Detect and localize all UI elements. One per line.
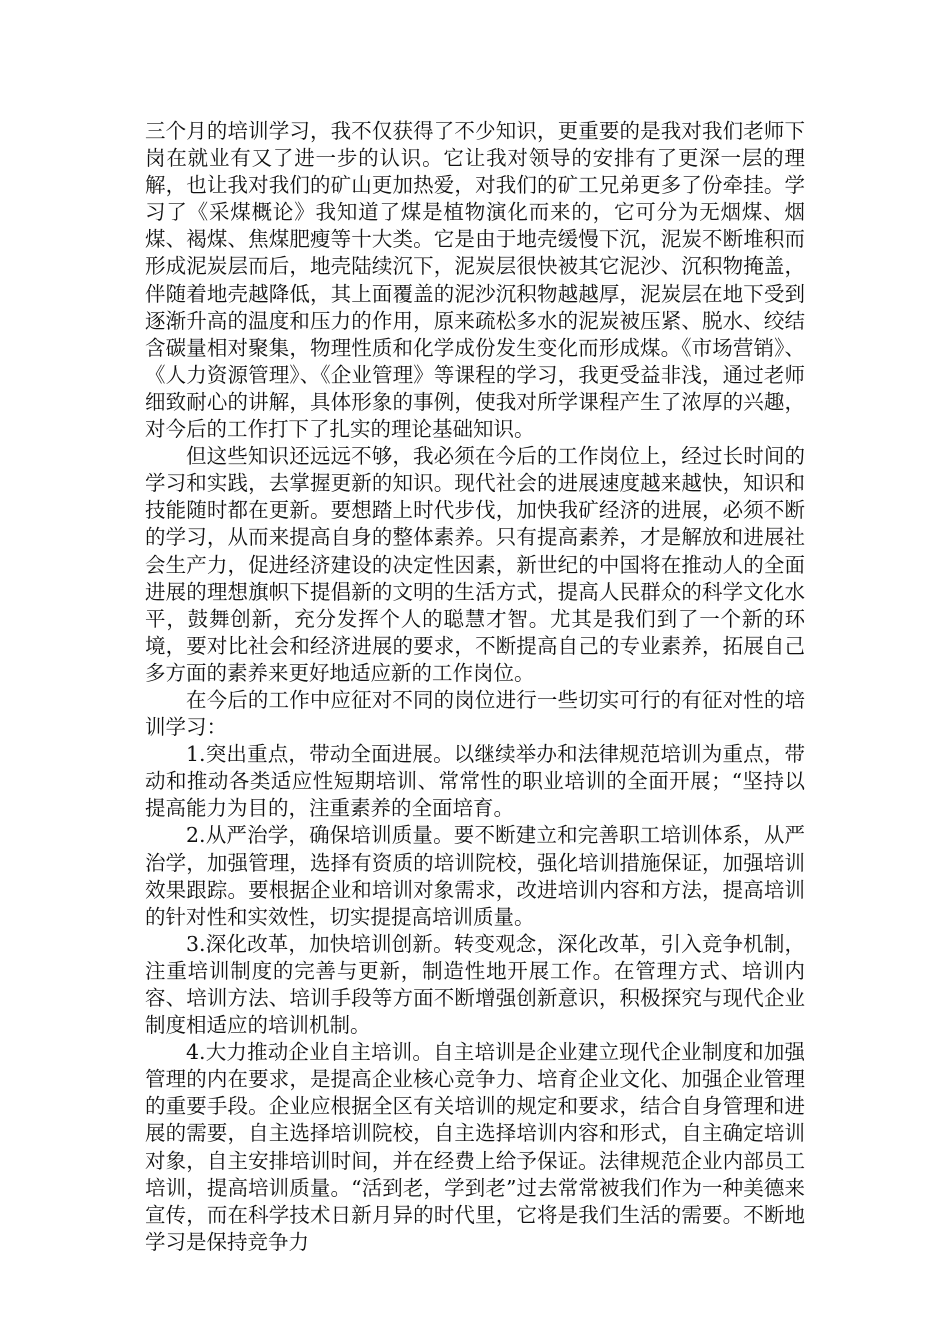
list-item-4: 4.大力推动企业自主培训。自主培训是企业建立现代企业制度和加强管理的内在要求，是提高企业核心竞争力、培育企业文化、加强企业管理的重要手段。企业应根据全区有关培训的规定和要求，结合自身管理和进展的需要，自主选择培训院校，自主选择培训内容和形式，自主确定培训对象，自主安排培训时间，并在经费上给予保证。法律规范企业内部员工培训，提高培训质量。“活到老，学到老”过去常常被我们作为一种美德来宣传，而在科学技术日新月异的时代里，它将是我们生活的需要。不断地学习是保持竞争力 — [145, 1040, 805, 1254]
list-item-1: 1.突出重点，带动全面进展。以继续举办和法律规范培训为重点，带动和推动各类适应性短期培训、常常性的职业培训的全面开展；“坚持以提高能力为目的，注重素养的全面培育。 — [145, 742, 805, 821]
document-page — [145, 118, 805, 1256]
paragraph-3: 在今后的工作中应征对不同的岗位进行一些切实可行的有征对性的培训学习： — [145, 687, 805, 740]
paragraph-2: 但这些知识还远远不够，我必须在今后的工作岗位上，经过长时间的学习和实践，去掌握更新的知识。现代社会的进展速度越来越快，知识和技能随时都在更新。要想踏上时代步伐，加快我矿经济的进展，必须不断的学习，从而来提高自身的整体素养。只有提高素养，才是解放和进展社会生产力，促进经济建设的决定性因素，新世纪的中国将在推动人的全面进展的理想旗帜下提倡新的文明的生活方式，提高人民群众的科学文化水平，鼓舞创新，充分发挥个人的聪慧才智。尤其是我们到了一个新的环境，要对比社会和经济进展的要求，不断提高自己的专业素养，拓展自己多方面的素养来更好地适应新的工作岗位。 — [145, 444, 805, 685]
paragraph-1: 三个月的培训学习，我不仅获得了不少知识，更重要的是我对我们老师下岗在就业有又了进一步的认识。它让我对领导的安排有了更深一层的理解，也让我对我们的矿山更加热爱，对我们的矿工兄弟更多了份牵挂。学习了《采煤概论》我知道了煤是植物演化而来的，它可分为无烟煤、烟煤、褐煤、焦煤肥瘦等十大类。它是由于地壳缓慢下沉，泥炭不断堆积而形成泥炭层而后，地壳陆续沉下，泥炭层很快被其它泥沙、沉积物掩盖，伴随着地壳越降低，其上面覆盖的泥沙沉积物越越厚，泥炭层在地下受到逐渐升高的温度和压力的作用，原来疏松多水的泥炭被压紧、脱水、绞结含碳量相对聚集，物理性质和化学成份发生变化而形成煤。《市场营销》、《人力资源管理》、《企业管理》等课程的学习，我更受益非浅，通过老师细致耐心的讲解，具体形象的事例，使我对所学课程产生了浓厚的兴趣，对今后的工作打下了扎实的理论基础知识。 — [145, 119, 805, 442]
list-item-2: 2.从严治学，确保培训质量。要不断建立和完善职工培训体系，从严治学，加强管理，选择有资质的培训院校，强化培训措施保证，加强培训效果跟踪。要根据企业和培训对象需求，改进培训内容和方法，提高培训的针对性和实效性，切实提提高培训质量。 — [145, 823, 805, 929]
list-item-3: 3.深化改革，加快培训创新。转变观念，深化改革，引入竞争机制，注重培训制度的完善与更新，制造性地开展工作。在管理方式、培训内容、培训方法、培训手段等方面不断增强创新意识，积极探究与现代企业制度相适应的培训机制。 — [145, 931, 805, 1038]
